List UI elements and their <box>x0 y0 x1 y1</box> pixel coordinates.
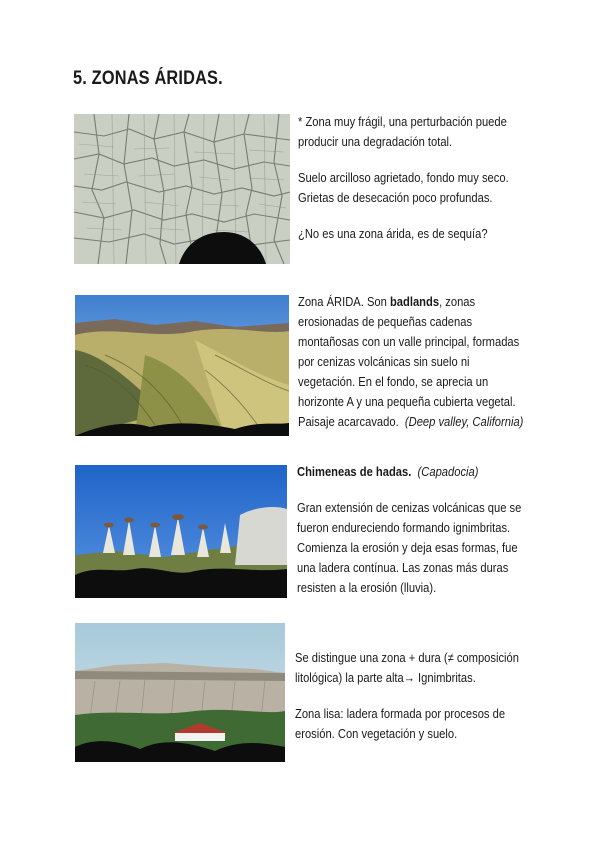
paragraph <box>298 292 526 432</box>
photo-fairy-chimneys <box>75 465 287 598</box>
section-4-text <box>295 648 523 744</box>
section-2-text <box>298 292 526 432</box>
photo-ignimbrite-cliff <box>75 623 285 762</box>
paragraph: Suelo arcilloso agrietado, fondo muy seco. Grietas de desecación poco profundas. <box>298 170 509 205</box>
section-heading: Chimeneas de hadas. <box>297 464 412 479</box>
photo-caption-location: (Capadocia) <box>417 464 479 479</box>
keyword-badlands: badlands <box>389 294 440 309</box>
heading-line <box>297 462 525 482</box>
photo-caption-location: (Deep valley, California) <box>404 414 524 429</box>
text-span: , zonas erosionadas de pequeñas cadenas montañosas con un valle principal, formadas por cenizas volcánicas sin suelo ni vegetación. En el fondo, se aprecia un horizonte A y una pequeña cubierta vegetal. Paisaje acarcavado. <box>298 294 520 429</box>
paragraph: Gran extensión de cenizas volcánicas que se fueron endureciendo formando ignimbritas. Comienza la erosión y deja esas formas, fue una ladera contínua. Las zonas más duras resisten a la erosión (lluvia). <box>297 500 522 595</box>
photo-cracked-dry-soil <box>74 114 290 264</box>
paragraph: Zona lisa: ladera formada por procesos de erosión. Con vegetación y suelo. <box>295 706 506 741</box>
section-1-text <box>298 112 522 244</box>
paragraph: Se distingue una zona + dura (≠ composición litológica) la parte alta→ Ignimbritas. <box>295 650 519 685</box>
paragraph: ¿No es una zona árida, es de sequía? <box>298 226 488 241</box>
paragraph: * Zona muy frágil, una perturbación puede producir una degradación total. <box>298 114 507 149</box>
page-title: 5. ZONAS ÁRIDAS. <box>73 68 223 89</box>
section-3-text <box>297 462 525 598</box>
text-span: Zona ÁRIDA. Son <box>298 294 390 309</box>
photo-badlands <box>75 295 289 436</box>
